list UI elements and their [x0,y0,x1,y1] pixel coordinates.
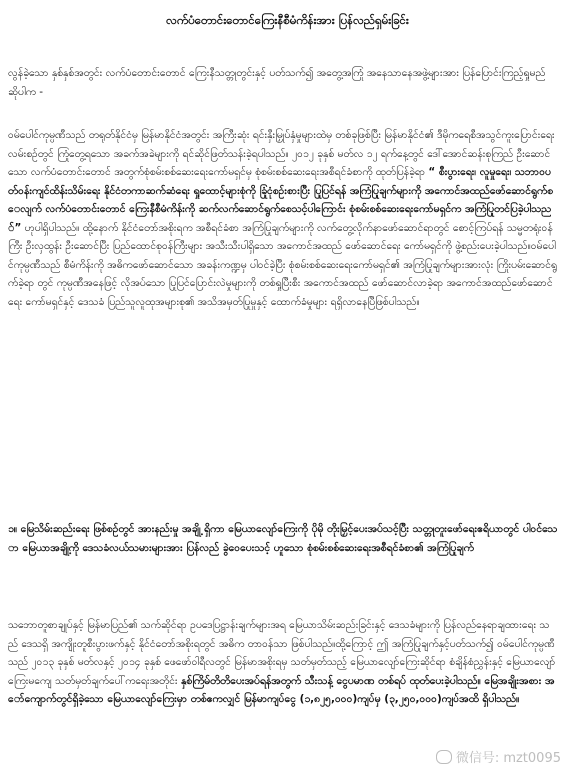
paragraph-4 [8,616,558,766]
paragraph-2 [8,126,558,506]
paragraph-1 [8,64,558,101]
wechat-icon [436,750,452,764]
paragraph-2-text: ဝမ်ပေါင်ကုမ္ပဏီသည် တရုတ်နိုင်ငံမှ မြန်မာနိုင်ငံအတွင်း အကြီးဆုံး ရင်းနှီးမြှုပ်နှံမှုများထဲမှ တစ်ခုဖြစ်ပြီး မြန်မာနိုင်ငံ၏ ဒီမိုကရေစီအသွင်ကူးပြောင်းရေးလမ်းစဉ်တွင် ကြုံတွေ့ရသော အခက်အခဲများကို ရင်ဆိုင်ဖြတ်သန်းခဲ့ရပါသည်။ ၂၀၁၂ ခုနှစ် မတ်လ ၁၂ ရက်နေ့တွင် ဒေါ်အောင်ဆန်းစုကြည် ဦးဆောင်သော လက်ပံတောင်းတောင် အတွက်စုံစမ်းစစ်ဆေးရေးကော်မရှင်မှ စုံစမ်းစစ်ဆေးရေးအစီရင်ခံစာကို ထုတ်ပြန်ခဲ့ရာ [8,129,555,178]
paragraph-2-tail: ဟုပါရှိပါသည်။ ထို့နောက် နိုင်ငံတော်အစိုးရက အစီရင်ခံစာ အကြံပြုချက်များကို လက်တွေ့လိုက်နာဖော်ဆောင်ရာတွင် စောင့်ကြပ်ရန် သမ္မတရုံးဝန်ကြီး ဦးလှထွန်း ဦးဆောင်ပြီး ပြည်ထောင်စုဝန်ကြီးများ အသီးသီးပါရှိသော အကောင်အထည် ဖော်ဆောင်ရေး ကော်မရှင်ကို ဖွဲ့စည်းပေးခဲ့ပါသည်။ဝမ်ပေါင်ကုမ္ပဏီသည် စီမံကိန်းကို အဓိကဖော်ဆောင်သော အခန်းကဏ္ဍမှ ပါဝင်ခဲ့ပြီး စုံစမ်းစစ်ဆေးရေးကော်မရှင်၏ အကြံပြုချက်များအားလုံး ကြိုးပမ်းဆောင်ရွက်ခဲ့ရာ တွင် ကုမ္ပဏီအနေဖြင့် လိုအပ်သော ပြုပြင်ပြောင်းလဲမှုများကို တစ်ရှုပြီးစီး အကောင်အထည် ဖော်ဆောင်လာခဲ့ရာ အကောင်အထည်ဖော်ဆောင်ရေး ကော်မရှင်နှင့် ဒေသခံ ပြည်သူလူထုအများစု၏ အသိအမှတ်ပြုမှုနှင့် ထောက်ခံမှုများ ရရှိလာနေပြီဖြစ်ပါသည်။ [8,221,557,308]
paragraph-4-text: သဘောတူစာချုပ်နှင့် မြန်မာပြည်၏ သက်ဆိုင်ရာ ဥပဒေပြဋ္ဌာန်းချက်များအရ မြေယာသိမ်းဆည်းခြင်းနှင့် ဒေသခံများကို ပြန်လည်နေရာချထားရေး သည် ဒေသရှိ အကျိုးတူစီးပွားဖက်နှင့် နိုင်ငံတော်အစိုးရတွင် အဓိက တာဝန်သာ ဖြစ်ပါသည်။ထို့ကြောင့် ဤ အကြံပြုချက်နှင့်ပတ်သက်၍ ဝမ်ပေါင်ကုမ္ပဏီသည် ၂၀၁၃ ခုနှစ် မတ်လနှင့် ၂၀၁၄ ခုနှစ် ဖေဖော်ဝါရီလတွင် မြန်မာအစိုးရမှ သတ်မှတ်သည့် မြေယာလျော်ကြေးဆိုင်ရာ စံချိန်စံညွှန်းနှင့် မြေယာလျော်ကြေးမကျေ သတ်မှတ်ချက်ပေါ်ကရေးအတိုင်း [8,619,556,687]
paragraph-2-bold-quote: “ စီးပွားရေး၊ လူမှုရေး၊ သဘာဝပတ်ဝန်းကျင်ထိန်းသိမ်းရေး နိုင်ငံတကာဆက်ဆံရေး ရှုထောင့်များစုံကို ခြုံငုံစဉ်းစားပြီး ပြုပြင်ရန် အကြံပြုချက်များကို အကောင်အထည်ဖော်ဆောင်ရွက်စေလျက် လက်ပံတောင်းတောင် ကြေးနီစီမံကိန်းကို ဆက်လက်ဆောင်ရွက်စေသင့်ပါကြောင်း စုံစမ်းစစ်ဆေးရေးကော်မရှင်က အကြံပြုတင်ပြခဲ့ပါသည်” [8,166,554,234]
section-heading-1-text: ၁။ မြေသိမ်းဆည်းရေး ဖြစ်စဉ်တွင် အားနည်းမှု အချို့ ရှိကာ မြေယာလျော်ကြေးကို ပိုမို တိုးမြှင့်ပေးအပ်သင့်ပြီး သတ္တုတူးဖော်ရေးဧရိယာတွင် ပါဝင်သော မြေယာအချို့ကို ဒေသခံလယ်သမားများအား ပြန်လည် ခွဲဝေပေးသင့် ဟူသော စုံစမ်းစစ်ဆေးရေးအစီရင်ခံစာ၏ အကြံပြုချက် [8,523,558,554]
watermark-text: 微信号: mzt0095 [455,751,561,766]
paragraph-1-text: လွန်ခဲ့သော နှစ်နှစ်အတွင်း လက်ပံတောင်းတောင် ကြေးနီသတ္တုတွင်းနှင့် ပတ်သက်၍ အတွေ့အကြုံ အနေသာနေအဖွဲ့များအား ပြန်ပြောင်းကြည့်ရှုမည် ဆိုပါက - [8,67,546,98]
paragraph-4-bold: နှစ်ကြိမ်တိတိပေးအပ်ရန်အတွက် သီးသန့် ငွေပမာဏ တစ်ရပ် ထုတ်ပေးခဲ့ပါသည်။ မြေအချိုးအစား အော်ကျောက်တွင်ရှိခဲ့သော မြေယာလျော်ကြေးမှာ တစ်ဧကလျှင် မြန်မာကျပ်ငွေ (၁,၈၂၅,၀၀၀)ကျပ်မှ (၃,၂၅၀,၀၀၀)ကျပ်အထိ ရှိပါသည်။ [8,674,555,705]
watermark [436,747,561,766]
section-heading-1 [8,520,558,600]
document-title: လက်ပံတောင်းတောင်ကြေးနီစီမံကိန်းအား ပြန်လည်ရှမ်းခြင်း [166,13,409,27]
